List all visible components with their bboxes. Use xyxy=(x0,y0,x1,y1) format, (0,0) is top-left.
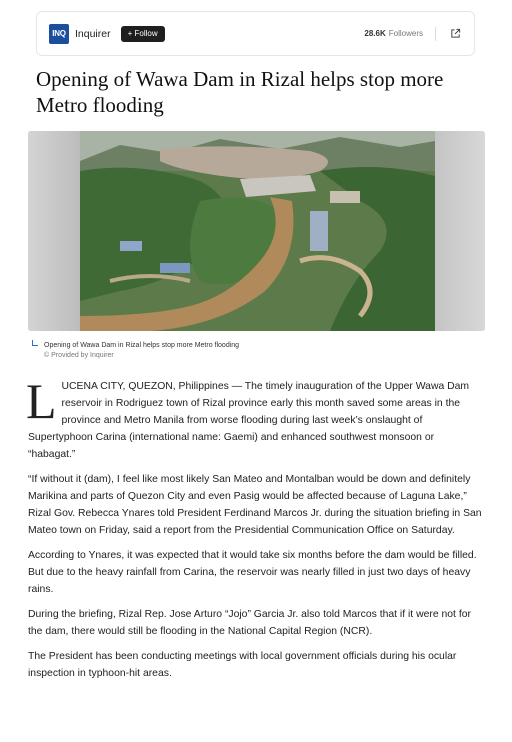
follow-button[interactable] xyxy=(121,26,165,42)
article-image[interactable] xyxy=(28,131,485,331)
article-headline: Opening of Wawa Dam in Rizal helps stop more Metro flooding xyxy=(36,67,444,117)
image-caption: Opening of Wawa Dam in Rizal helps stop more Metro flooding xyxy=(44,342,240,349)
article-body xyxy=(26,373,484,690)
publisher-bar xyxy=(36,11,475,56)
divider xyxy=(435,27,436,41)
paragraph-1 xyxy=(26,373,484,463)
followers-number: 28.6K xyxy=(364,29,386,38)
share-button[interactable] xyxy=(448,27,462,41)
follow-label: + Follow xyxy=(127,29,158,38)
image-credit: © Provided by Inquirer xyxy=(44,352,114,359)
external-link-icon xyxy=(450,28,461,39)
paragraph-2: “If without it (dam), I feel like most likely San Mateo and Montalban would be down and definitely Marikina and parts of Quezon City and even Pasig would be affected because of Laguna Lake,” Rizal Gov. Rebecca Ynares told President Ferdinand Marcos Jr. during the situation briefing in San Mateo town on Friday, said a report from the Presidential Communication Office on Saturday. xyxy=(28,474,482,536)
dam-aerial-photo xyxy=(80,131,435,331)
followers-count xyxy=(364,29,423,38)
image-blur-right xyxy=(435,131,485,331)
drop-cap: L xyxy=(26,373,57,429)
publisher-logo[interactable]: INQ xyxy=(49,24,69,44)
publisher-name[interactable]: Inquirer xyxy=(75,27,111,40)
paragraph-4: During the briefing, Rizal Rep. Jose Arturo “Jojo” Garcia Jr. also told Marcos that if it were not for the dam, there would still be flooding in the National Capital Region (NCR). xyxy=(28,609,471,637)
paragraph-5: The President has been conducting meetings with local government officials during his ocular inspection in typhoon-hit areas. xyxy=(28,651,457,679)
followers-label: Followers xyxy=(388,29,423,38)
paragraph-1-text: UCENA CITY, QUEZON, Philippines — The timely inauguration of the Upper Wawa Dam reservoir in Rodriguez town of Rizal province early this month saved some areas in the province and Metro Manila from worse flooding during last week’s onslaught of Supertyphoon Carina (international name: Gaemi) and enhanced southwest monsoon or “habagat.” xyxy=(28,381,470,460)
paragraph-3: According to Ynares, it was expected that it would take six months before the dam would be filled. But due to the heavy rainfall from Carina, the reservoir was nearly filled in just two days of heavy rains. xyxy=(28,550,477,595)
image-caption-block xyxy=(32,340,239,361)
caption-marker xyxy=(32,340,38,346)
image-blur-left xyxy=(28,131,80,331)
